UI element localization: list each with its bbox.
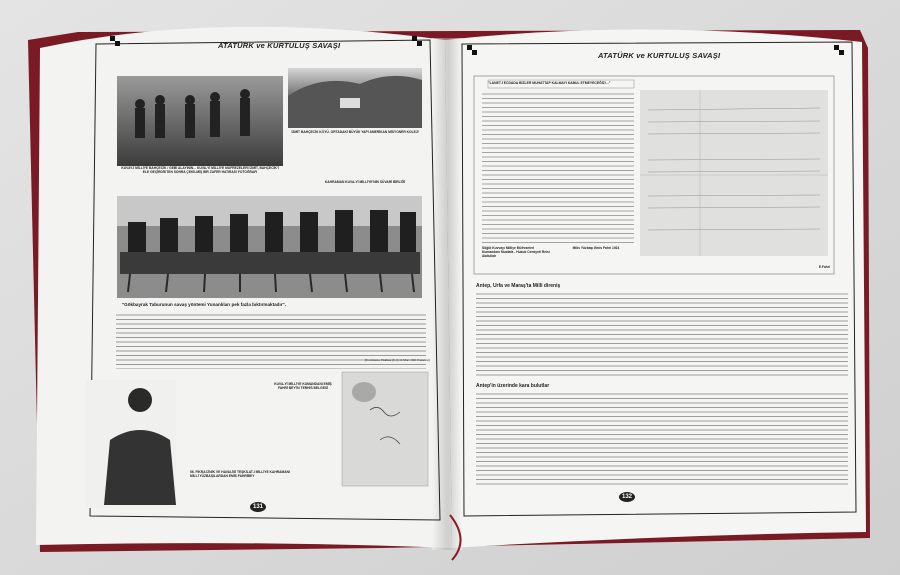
letter-title: "LANET-İ ECDADA BİZLER MUHATTAP KALMAYI KABUL ETMEYECEĞİZ!..."	[488, 81, 611, 85]
section-title: Antep, Urfa ve Maraş'ta Milli direniş	[476, 283, 561, 289]
subsection-body-text	[476, 392, 848, 488]
caption-signature-doc: KUVA-Yİ MİLLİYE KUMANDANI EMİŞ FAHRİ BEY'İN TERHİS BELGESİ	[274, 382, 332, 390]
right-page-number: 132	[619, 492, 635, 502]
left-page-number: 131	[250, 502, 266, 512]
left-quote-title: "Gökbayrak Taburunun savaş yöntemi Yunanlıları pek fazla bıktırmaktadır".	[122, 302, 286, 307]
caption-cavalry-photo: KAHRAMAN KUVA-Yİ MİLLİYE'NİN SÜVARİ BİRLİĞİ	[324, 180, 406, 184]
letter-credit: E.Fahri	[818, 265, 830, 269]
left-source-line: (Tercüman-ı Hakikat (9-4) 14 Mart 1921 Pazartesi)	[364, 358, 430, 362]
subsection-title: Antep'in üzerinde kara bulutlar	[476, 383, 550, 389]
section-body-text	[476, 292, 848, 376]
letter-signature-left: Söğüt Kuvvayı Milliye Müfrezeleri Kumandanı Mustafa - Hukuk Cemiyeti Reisi Abdullah	[482, 246, 550, 258]
caption-top-left-photo: KUVAY-İ MİLLİYE BAHÇECİK / GEBİ ALAYININ... KUVA-Yİ MİLLİYE MÜFREZELERİ İZMİT, BAHÇECİK'İ ELE GEÇİRDİKTEN SONRA ÇEKİLMİŞ BİR ZAFER HATIRASI FOTOĞRAFI	[121, 166, 279, 174]
caption-portrait: 56. FIKRA İZNİK VE HAVALİSİ TEŞKİLAT-I MİLLİYE KAHRAMANI MİLLİ YÜZBAŞILARDAN EMİS FAHRİBEY	[190, 470, 290, 478]
letter-signature-right: Milis Yüzbaşı Emis Fahri 1924	[572, 246, 620, 250]
right-page-header: ATATÜRK ve KURTULUŞ SAVAŞI	[598, 51, 721, 60]
left-page-header: ATATÜRK ve KURTULUŞ SAVAŞI	[218, 41, 341, 50]
letter-body-text	[482, 92, 634, 244]
caption-top-right-photo: İZMİT BAHÇECİK KÖYÜ. ORTADAKİ BÜYÜK YAPI AMERİKAN MİSYONER KOLEJİ	[291, 130, 419, 134]
